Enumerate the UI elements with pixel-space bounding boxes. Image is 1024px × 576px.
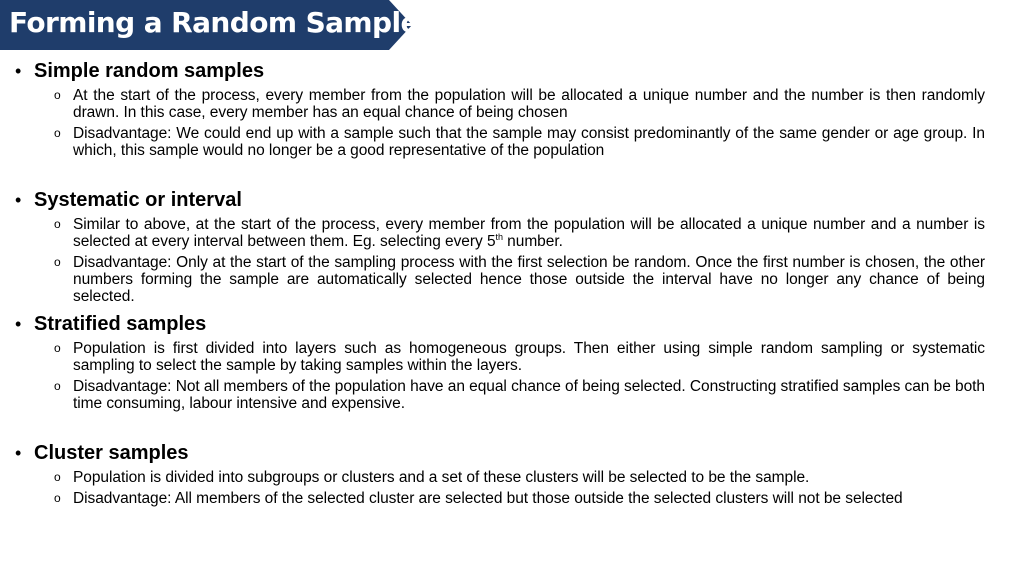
point-text-main: Similar to above, at the start of the process, every member from the population will be allocated a unique number and a number is selected at every interval between them. Eg. selecting every 5	[73, 216, 985, 250]
page-title: Forming a Random Sample	[9, 6, 419, 39]
sub-bullet-icon: o	[54, 255, 61, 269]
sub-bullet-icon: o	[54, 341, 61, 355]
point-text: Disadvantage: We could end up with a sample such that the sample may consist predominantly of the same gender or age group. In which, this sample would no longer be a good representative of the population	[73, 125, 985, 159]
sub-bullet-icon: o	[54, 491, 61, 505]
section-heading: Systematic or interval	[34, 189, 242, 211]
bullet-icon: •	[15, 61, 22, 81]
sub-bullet-icon: o	[54, 217, 61, 231]
sub-bullet-icon: o	[54, 88, 61, 102]
sub-bullet-icon: o	[54, 379, 61, 393]
point-text-end: number.	[502, 233, 563, 250]
section-heading: Stratified samples	[34, 313, 207, 335]
point-text: Disadvantage: Only at the start of the sampling process with the first selection be random. Once the first number is chosen, the other numbers forming the sample are automatically selected hence those outside the interval have no longer any chance of being selected.	[73, 254, 985, 305]
point-text: At the start of the process, every member from the population will be allocated a unique number and the number is then randomly drawn. In this case, every member has an equal chance of being chosen	[73, 87, 985, 121]
section-heading: Cluster samples	[34, 442, 189, 464]
point-text: Population is divided into subgroups or clusters and a set of these clusters will be selected to be the sample.	[73, 469, 810, 486]
ordinal-suffix: th	[495, 231, 503, 242]
bullet-icon: •	[15, 190, 22, 210]
point-text: Population is first divided into layers such as homogeneous groups. Then either using simple random sampling or systematic sampling to select the sample by taking samples within the layers.	[73, 340, 985, 374]
sub-bullet-icon: o	[54, 126, 61, 140]
section-heading: Simple random samples	[34, 60, 265, 82]
sub-bullet-icon: o	[54, 470, 61, 484]
bullet-icon: •	[15, 443, 22, 463]
bullet-icon: •	[15, 314, 22, 334]
point-text	[73, 216, 985, 250]
point-text: Disadvantage: All members of the selected cluster are selected but those outside the selected clusters will not be selected	[73, 490, 903, 507]
point-text: Disadvantage: Not all members of the population have an equal chance of being selected. Constructing stratified samples can be both time consuming, labour intensive and expensive.	[73, 378, 985, 412]
